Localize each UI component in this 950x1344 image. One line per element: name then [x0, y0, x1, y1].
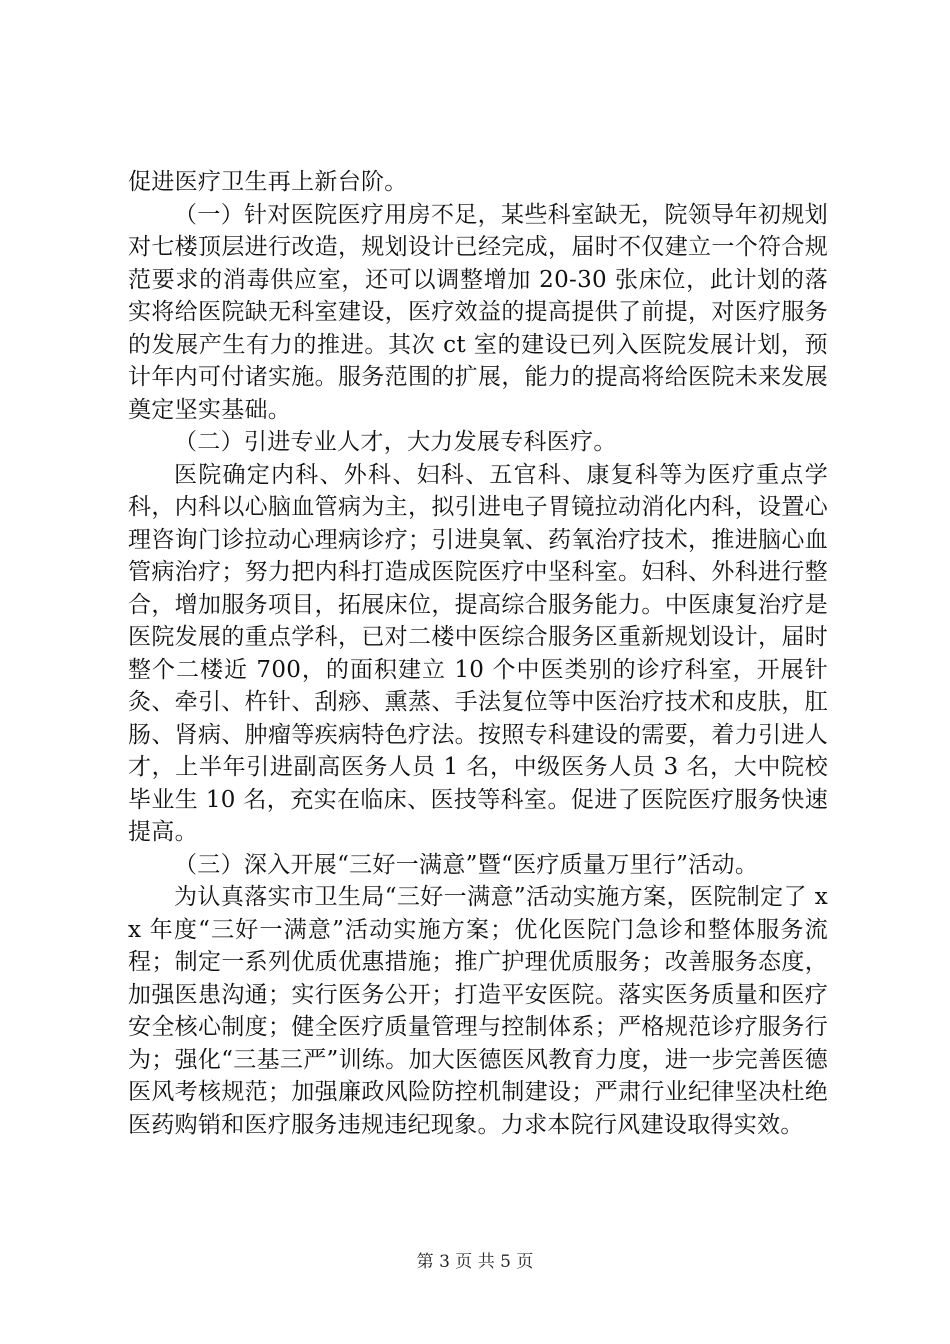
paragraph-section-2-body: 医院确定内科、外科、妇科、五官科、康复科等为医疗重点学科，内科以心脑血管病为主，拟引进电子胃镜拉动消化内科，设置心理咨询门诊拉动心理病诊疗；引进臭氧、药氧治疗技术，推进脑心血管病治疗；努力把内科打造成医院医疗中坚科室。妇科、外科进行整合，增加服务项目，拓展床位，提高综合服务能力。中医康复治疗是医院发展的重点学科，已对二楼中医综合服务区重新规划设计，届时整个二楼近 700，的面积建立 10 个中医类别的诊疗科室，开展针灸、牵引、杵针、刮痧、熏蒸、手法复位等中医治疗技术和皮肤，肛肠、肾病、肿瘤等疾病特色疗法。按照专科建设的需要，着力引进人才，上半年引进副高医务人员 1 名，中级医务人员 3 名，大中院校毕业生 10 名，充实在临床、医技等科室。促进了医院医疗服务快速提高。	[128, 461, 828, 845]
page-number-footer: 第 3 页 共 5 页	[416, 1252, 534, 1272]
paragraph-section-3-body: 为认真落实市卫生局“三好一满意”活动实施方案，医院制定了 xx 年度“三好一满意”活动实施方案；优化医院门急诊和整体服务流程；制定一系列优质优惠措施；推广护理优质服务；改善服务态度，加强医患沟通；实行医务公开；打造平安医院。落实医务质量和医疗安全核心制度；健全医疗质量管理与控制体系；严格规范诊疗服务行为；强化“三基三严”训练。加大医德医风教育力度，进一步完善医德医风考核规范；加强廉政风险防控机制建设；严肃行业纪律坚决杜绝医药购销和医疗服务违规违纪现象。力求本院行风建设取得实效。	[128, 884, 828, 1138]
paragraph-section-2-heading: （二）引进专业人才，大力发展专科医疗。	[174, 429, 617, 455]
paragraph-section-3-heading: （三）深入开展“三好一满意”暨“医疗质量万里行”活动。	[174, 851, 759, 878]
paragraph-intro-tail: 促进医疗卫生再上新台阶。	[128, 169, 408, 195]
document-body	[128, 166, 828, 1141]
paragraph-section-1: （一）针对医院医疗用房不足，某些科室缺无，院领导年初规划对七楼顶层进行改造，规划设计已经完成，届时不仅建立一个符合规范要求的消毒供应室，还可以调整增加 20-30 张床位，此计划的落实将给医院缺无科室建设，医疗效益的提高提供了前提，对医疗服务的发展产生有力的推进。其次 ct 室的建设已列入医院发展计划，预计年内可付诸实施。服务范围的扩展，能力的提高将给医院未来发展奠定坚实基础。	[128, 201, 828, 423]
